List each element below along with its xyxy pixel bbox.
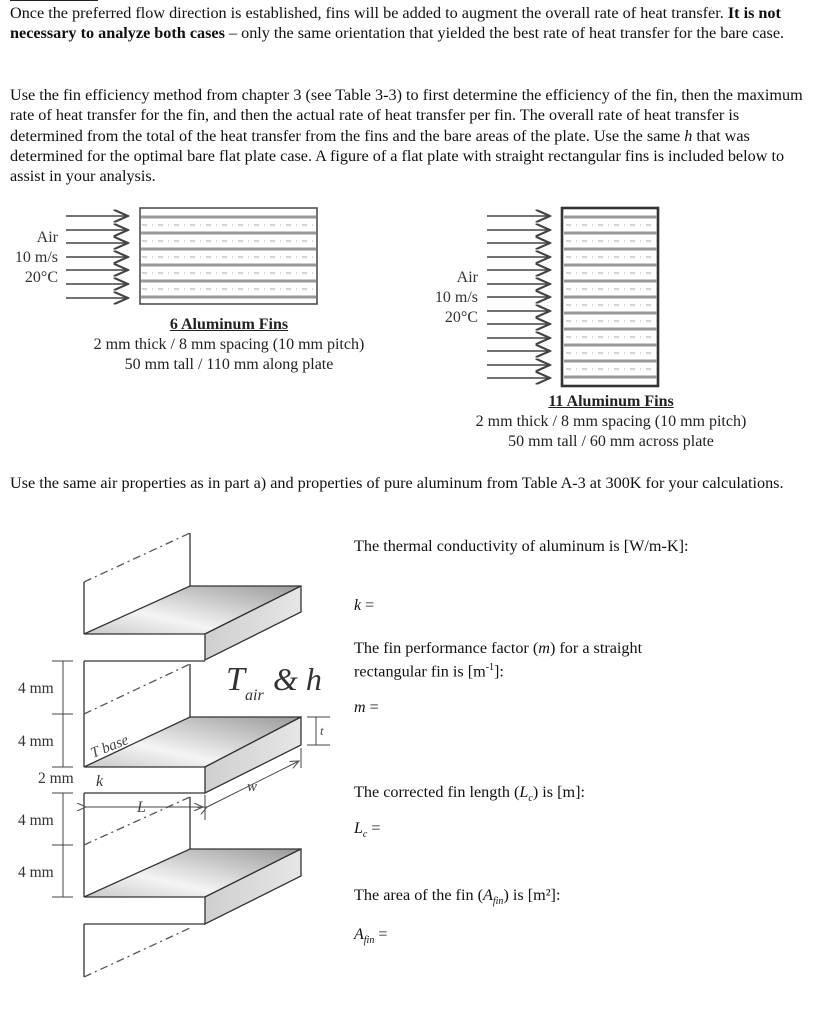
- dim-label-4mm: 4 mm: [18, 864, 54, 881]
- fin-4-partial: [84, 924, 205, 977]
- air-temp: 20°C: [24, 269, 58, 286]
- caption-title: 6 Aluminum Fins: [169, 316, 289, 333]
- caption-line: 50 mm tall / 60 mm across plate: [508, 433, 714, 450]
- prompt-text: ) is [m²]:: [503, 886, 561, 904]
- prompt-text: ) is [m]:: [532, 783, 586, 801]
- question-afin: [354, 885, 714, 912]
- intro-text: Once the preferred flow direction is established, fins will be added to augment the overall rate of heat transfer.: [10, 4, 728, 22]
- prompt-text: The area of the fin (: [354, 886, 483, 904]
- h-label: & h: [273, 661, 322, 697]
- h-variable: h: [684, 126, 693, 145]
- prompt-variable: A: [482, 886, 493, 904]
- intro-text: that was determined for the optimal bare flat plate case. A figure of a flat plate with straight rectangular fins is included below to assist in your analysis.: [10, 126, 785, 186]
- t-base-label: T base: [88, 732, 131, 762]
- answer-afin[interactable]: [354, 926, 387, 946]
- dim-label-4mm: 4 mm: [18, 812, 54, 829]
- airflow-arrows-icon: [66, 216, 128, 298]
- airflow-arrows-icon: [487, 216, 550, 378]
- k-label: k: [96, 773, 104, 790]
- intro-text: Use the fin efficiency method from chapter 3 (see Table 3-3) to first determine the efficiency of the fin, then the maximum rate of heat transfer for the fin, and then the actual rate of heat transfer per fin. The overall rate of heat transfer is determined from the total of the heat transfer from the fins and the bare areas of the plate. Use the same: [10, 86, 803, 145]
- fin-1: [84, 533, 301, 660]
- question-prompt: The thermal conductivity of aluminum is [W/m-K]:: [354, 537, 689, 555]
- prompt-variable: m: [538, 639, 550, 657]
- question-lc: [354, 782, 714, 809]
- prompt-text: ]:: [494, 662, 504, 681]
- caption-line: 2 mm thick / 8 mm spacing (10 mm pitch): [475, 413, 747, 430]
- intro-text: – only the same orientation that yielded the best rate of heat transfer for the bare case.: [224, 24, 785, 43]
- equals-sign: =: [367, 820, 381, 837]
- prompt-variable: L: [519, 783, 529, 801]
- dim-label-4mm: 4 mm: [18, 733, 54, 750]
- air-text: Air: [36, 229, 58, 246]
- fin-2: [84, 661, 301, 793]
- answer-lc[interactable]: [354, 820, 380, 840]
- fin-isometric-diagram: [0, 520, 345, 990]
- prompt-text: The fin performance factor (: [354, 639, 539, 657]
- top-rule: [10, 0, 98, 1]
- prompt-text: The corrected fin length (: [354, 783, 520, 801]
- answer-subscript: fin: [363, 935, 375, 947]
- t-air-sub: air: [245, 687, 264, 704]
- answer-k[interactable]: [354, 597, 374, 615]
- air-text: Air: [456, 269, 478, 286]
- prompt-subscript: fin: [492, 896, 504, 908]
- caption-line: 2 mm thick / 8 mm spacing (10 mm pitch): [93, 336, 365, 353]
- intro-paragraph-1: [10, 3, 815, 44]
- air-speed: 10 m/s: [14, 249, 58, 266]
- w-label: w: [247, 779, 258, 795]
- fin-3: [84, 793, 301, 924]
- prompt-text: ) for a straight rectangular fin is [m: [354, 639, 643, 681]
- t-air-label: T: [226, 661, 245, 698]
- caption-left: [76, 315, 382, 375]
- t-label: t: [320, 723, 324, 738]
- air-speed: 10 m/s: [434, 289, 478, 306]
- question-m: [354, 638, 714, 681]
- equals-sign: =: [374, 926, 388, 943]
- L-label: L: [137, 799, 146, 816]
- intro-paragraph-2: [10, 85, 815, 186]
- question-k: [354, 536, 714, 556]
- answer-symbol: k: [354, 597, 362, 614]
- air-label-left: [4, 228, 58, 288]
- caption-line: 50 mm tall / 110 mm along plate: [124, 356, 334, 373]
- prompt-superscript: -1: [485, 662, 495, 673]
- properties-note: Use the same air properties as in part a) and properties of pure aluminum from Table A-3 at 300K for your calculations.: [10, 474, 784, 492]
- plate-diagram-along-flow: [60, 200, 330, 310]
- answer-subscript: c: [362, 829, 368, 841]
- air-temp: 20°C: [444, 309, 478, 326]
- dim-label-4mm: 4 mm: [18, 680, 54, 697]
- answer-symbol: L: [354, 820, 363, 837]
- equals-sign: =: [361, 597, 375, 614]
- air-label-right: [420, 268, 478, 328]
- answer-m[interactable]: [354, 699, 379, 717]
- dim-label-2mm: 2 mm: [38, 770, 74, 787]
- answer-symbol: m: [354, 699, 366, 716]
- caption-right: [456, 392, 766, 452]
- equals-sign: =: [365, 699, 379, 716]
- caption-title: 11 Aluminum Fins: [548, 393, 674, 410]
- intro-emphasis: It is not necessary to analyze both cases: [10, 4, 781, 43]
- prompt-subscript: c: [528, 793, 533, 805]
- plate-diagram-across-flow: [480, 204, 665, 389]
- answer-symbol: A: [354, 926, 364, 943]
